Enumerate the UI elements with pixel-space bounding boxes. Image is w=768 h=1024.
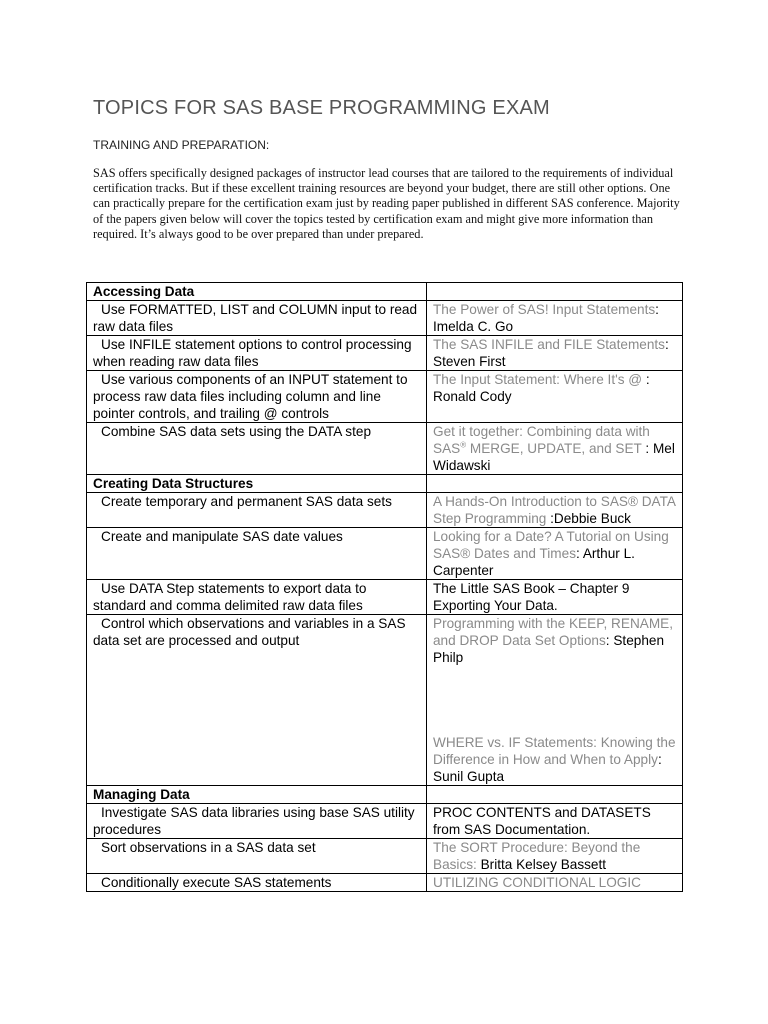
reference-author: Britta Kelsey Bassett [480, 857, 607, 872]
reference-title: UTILIZING CONDITIONAL LOGIC [433, 875, 641, 890]
reference-author: Ronald Cody [433, 389, 512, 404]
reference-cell [427, 423, 683, 475]
empty-cell [427, 475, 683, 493]
reference-title: The Input Statement: Where It's @ [433, 372, 643, 387]
topic-cell: Create and manipulate SAS date values [87, 528, 427, 580]
topic-cell: Create temporary and permanent SAS data sets [87, 493, 427, 528]
topic-cell: Sort observations in a SAS data set [87, 839, 427, 874]
reference-cell: PROC CONTENTS and DATASETS from SAS Documentation. [427, 804, 683, 839]
table-row [87, 283, 683, 301]
empty-cell [427, 786, 683, 804]
reference-title-continued: MERGE, UPDATE, and SET [466, 441, 642, 456]
table-row [87, 580, 683, 615]
reference-cell: The Little SAS Book – Chapter 9 Exporting Your Data. [427, 580, 683, 615]
intro-paragraph: SAS offers specifically designed packages of instructor lead courses that are tailored to the requirements of individual certification tracks. But if these excellent training resources are beyond your budget, there are still other options. One can practically prepare for the certification exam just by reading paper published in different SAS conference. Majority of the papers given below will cover the topics tested by certification exam and might give more information than required. It’s always good to be over prepared than under prepared. [93, 166, 680, 241]
page-title: TOPICS FOR SAS BASE PROGRAMMING EXAM [93, 97, 550, 119]
reference-title: A Hands-On Introduction to SAS® DATA Step Programming [433, 494, 676, 526]
reference-separator: : [655, 302, 659, 317]
reference-separator: : [642, 372, 650, 387]
reference-author: Imelda C. Go [433, 319, 514, 334]
topic-cell: Combine SAS data sets using the DATA step [87, 423, 427, 475]
reference-separator: : [664, 337, 669, 352]
reference-separator: : [576, 546, 583, 561]
table-row [87, 874, 683, 892]
empty-cell [427, 283, 683, 301]
reference-separator: : [641, 441, 653, 456]
table-row [87, 493, 683, 528]
table-row [87, 839, 683, 874]
reference-spacer [433, 666, 676, 734]
reference-cell [427, 371, 683, 423]
section-header-managing-data: Managing Data [87, 786, 427, 804]
table-row [87, 615, 683, 786]
topic-cell: Use FORMATTED, LIST and COLUMN input to read raw data files [87, 301, 427, 336]
topic-cell: Use INFILE statement options to control processing when reading raw data files [87, 336, 427, 371]
section-subtitle: TRAINING AND PREPARATION: [93, 138, 270, 152]
reference-author-second: Sunil Gupta [433, 769, 505, 784]
topic-cell: Conditionally execute SAS statements [87, 874, 427, 892]
table-row [87, 804, 683, 839]
table-row [87, 475, 683, 493]
reference-title: The Power of SAS! Input Statements [433, 302, 656, 317]
table-row [87, 423, 683, 475]
table-row [87, 301, 683, 336]
reference-author: Arthur L. Carpenter [433, 546, 635, 578]
topic-cell: Use DATA Step statements to export data to standard and comma delimited raw data files [87, 580, 427, 615]
registered-mark: ® [460, 440, 467, 450]
topic-cell: Investigate SAS data libraries using base SAS utility procedures [87, 804, 427, 839]
reference-title: The SORT Procedure: Beyond the Basics: [433, 840, 641, 872]
reference-separator-second: : [657, 752, 662, 767]
reference-title: The SAS INFILE and FILE Statements [433, 337, 665, 352]
reference-cell [427, 528, 683, 580]
reference-cell [427, 874, 683, 892]
reference-title: Programming with the KEEP, RENAME, and DROP Data Set Options [433, 616, 673, 648]
reference-author: Debbie Buck [553, 511, 631, 526]
reference-separator: : [605, 633, 614, 648]
reference-author: Mel Widawski [433, 441, 675, 473]
reference-title: Looking for a Date? A Tutorial on Using SAS® Dates and Times [433, 529, 669, 561]
reference-cell [427, 301, 683, 336]
topics-table [86, 282, 683, 892]
reference-title-second: WHERE vs. IF Statements: Knowing the Difference in How and When to Apply [433, 735, 676, 767]
reference-title: Get it together: Combining data with SAS [433, 424, 650, 456]
reference-cell [427, 615, 683, 786]
reference-separator: : [546, 511, 554, 526]
reference-cell [427, 493, 683, 528]
section-header-creating-data-structures: Creating Data Structures [87, 475, 427, 493]
topic-cell: Control which observations and variables in a SAS data set are processed and output [87, 615, 427, 786]
table-row [87, 528, 683, 580]
table-row [87, 336, 683, 371]
topic-cell: Use various components of an INPUT statement to process raw data files including column and line pointer controls, and trailing @ controls [87, 371, 427, 423]
reference-cell [427, 839, 683, 874]
reference-cell [427, 336, 683, 371]
reference-author: Steven First [433, 354, 506, 369]
table-row [87, 371, 683, 423]
reference-author: Stephen Philp [433, 633, 665, 665]
table-row [87, 786, 683, 804]
section-header-accessing-data: Accessing Data [87, 283, 427, 301]
